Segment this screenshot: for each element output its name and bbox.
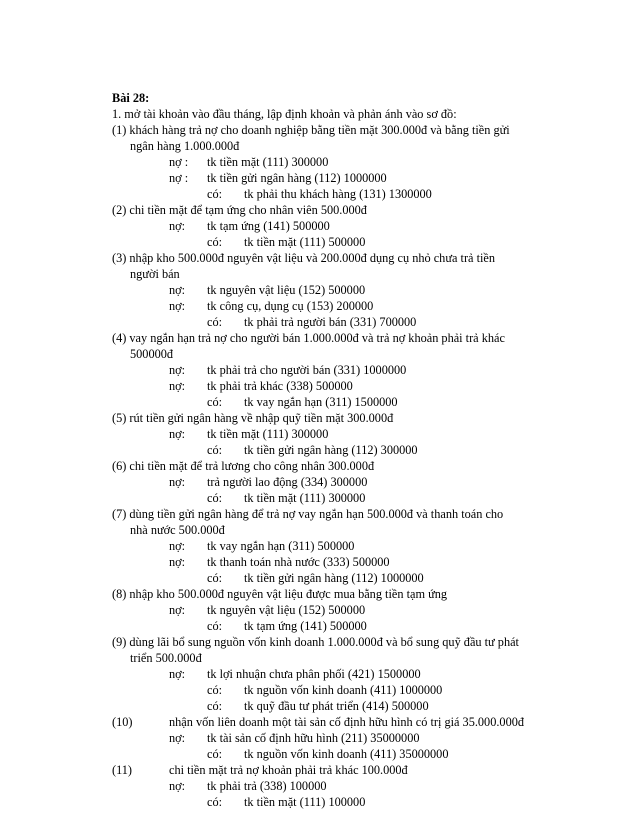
- credit-account: tk tiền gửi ngân hàng (112) 1000000: [244, 571, 424, 585]
- transaction-4: [112, 330, 552, 410]
- transaction-3: [112, 250, 552, 330]
- transaction-description-row: [112, 714, 552, 730]
- debit-label: nợ :: [169, 155, 189, 169]
- credit-label: có:: [207, 571, 223, 585]
- debit-label: nợ:: [169, 731, 186, 745]
- debit-entry: [112, 426, 552, 442]
- transaction-number: (10): [112, 715, 133, 729]
- credit-label: có:: [207, 683, 223, 697]
- transaction-description-cont: nhà nước 500.000đ: [130, 523, 225, 537]
- credit-label: có:: [207, 395, 223, 409]
- credit-entry: [112, 746, 552, 762]
- transaction-8: [112, 586, 552, 634]
- debit-account: tk tiền mặt (111) 300000: [207, 155, 329, 169]
- debit-entry: [112, 282, 552, 298]
- transaction-7: [112, 506, 552, 586]
- transaction-description-cont: ngân hàng 1.000.000đ: [130, 139, 240, 153]
- debit-account: tk nguyên vật liệu (152) 500000: [207, 603, 366, 617]
- credit-entry: [112, 570, 552, 586]
- transaction-2: [112, 202, 552, 250]
- debit-account: tk vay ngắn hạn (311) 500000: [207, 539, 355, 553]
- credit-label: có:: [207, 699, 223, 713]
- transaction-description: (9) dùng lãi bổ sung nguồn vốn kinh doanh 1.000.000đ và bổ sung quỹ đầu tư phát: [112, 635, 519, 649]
- credit-account: tk tiền gửi ngân hàng (112) 300000: [244, 443, 418, 457]
- debit-entry: [112, 218, 552, 234]
- credit-account: tk nguồn vốn kinh doanh (411) 35000000: [244, 747, 449, 761]
- debit-account: tk tài sản cố định hữu hình (211) 35000000: [207, 731, 420, 745]
- debit-label: nợ :: [169, 171, 189, 185]
- credit-account: tk tạm ứng (141) 500000: [244, 619, 367, 633]
- debit-label: nợ:: [169, 555, 186, 569]
- debit-label: nợ:: [169, 283, 186, 297]
- transaction-11: [112, 762, 552, 810]
- transaction-description: (5) rút tiền gửi ngân hàng về nhập quỹ tiền mặt 300.000đ: [112, 411, 394, 425]
- credit-entry: [112, 442, 552, 458]
- debit-entry: [112, 666, 552, 682]
- credit-entry: [112, 234, 552, 250]
- credit-entry: [112, 682, 552, 698]
- credit-label: có:: [207, 315, 223, 329]
- transaction-description-row: [112, 762, 552, 778]
- credit-account: tk tiền mặt (111) 100000: [244, 795, 366, 809]
- transaction-description: (2) chi tiền mặt để tạm ứng cho nhân viên 500.000đ: [112, 203, 367, 217]
- credit-entry: [112, 618, 552, 634]
- debit-entry: [112, 778, 552, 794]
- debit-entry: [112, 170, 552, 186]
- transaction-description: (3) nhập kho 500.000đ nguyên vật liệu và 200.000đ dụng cụ nhỏ chưa trả tiền: [112, 251, 496, 265]
- debit-label: nợ:: [169, 379, 186, 393]
- transaction-description: (1) khách hàng trả nợ cho doanh nghiệp bằng tiền mặt 300.000đ và bằng tiền gửi: [112, 123, 510, 137]
- credit-entry: [112, 698, 552, 714]
- debit-account: tk nguyên vật liệu (152) 500000: [207, 283, 366, 297]
- credit-account: tk phải thu khách hàng (131) 1300000: [244, 187, 432, 201]
- debit-entry: [112, 554, 552, 570]
- debit-account: trả người lao động (334) 300000: [207, 475, 368, 489]
- transaction-description-cont: triển 500.000đ: [130, 651, 202, 665]
- debit-account: tk phải trả cho người bán (331) 1000000: [207, 363, 407, 377]
- debit-entry: [112, 154, 552, 170]
- debit-label: nợ:: [169, 299, 186, 313]
- credit-label: có:: [207, 619, 223, 633]
- debit-account: tk phải trả khác (338) 500000: [207, 379, 353, 393]
- credit-label: có:: [207, 235, 223, 249]
- credit-label: có:: [207, 795, 223, 809]
- exercise-title: Bài 28:: [112, 91, 150, 105]
- debit-label: nợ:: [169, 219, 186, 233]
- credit-label: có:: [207, 187, 223, 201]
- debit-label: nợ:: [169, 779, 186, 793]
- credit-entry: [112, 314, 552, 330]
- exercise-intro: 1. mở tài khoản vào đầu tháng, lập định khoản và phản ánh vào sơ đồ:: [112, 107, 457, 121]
- debit-entry: [112, 730, 552, 746]
- transaction-description: nhận vốn liên doanh một tài sản cố định hữu hình có trị giá 35.000.000đ: [169, 715, 525, 729]
- debit-account: tk tiền mặt (111) 300000: [207, 427, 329, 441]
- debit-entry: [112, 362, 552, 378]
- transaction-5: [112, 410, 552, 458]
- transaction-10: [112, 714, 552, 762]
- transaction-description-cont: 500000đ: [130, 347, 174, 361]
- debit-label: nợ:: [169, 603, 186, 617]
- credit-entry: [112, 794, 552, 810]
- credit-account: tk tiền mặt (111) 300000: [244, 491, 366, 505]
- debit-entry: [112, 378, 552, 394]
- credit-account: tk vay ngắn hạn (311) 1500000: [244, 395, 398, 409]
- transaction-9: [112, 634, 552, 714]
- debit-label: nợ:: [169, 667, 186, 681]
- debit-entry: [112, 602, 552, 618]
- debit-entry: [112, 538, 552, 554]
- debit-label: nợ:: [169, 427, 186, 441]
- transaction-number: (11): [112, 763, 133, 777]
- debit-account: tk tạm ứng (141) 500000: [207, 219, 330, 233]
- credit-account: tk tiền mặt (111) 500000: [244, 235, 366, 249]
- debit-label: nợ:: [169, 475, 186, 489]
- transaction-description: (6) chi tiền mặt để trả lương cho công nhân 300.000đ: [112, 459, 375, 473]
- debit-label: nợ:: [169, 539, 186, 553]
- transaction-description: (4) vay ngắn hạn trả nợ cho người bán 1.000.000đ và trả nợ khoản phải trả khác: [112, 331, 505, 345]
- credit-label: có:: [207, 747, 223, 761]
- credit-account: tk phải trả người bán (331) 700000: [244, 315, 417, 329]
- credit-entry: [112, 186, 552, 202]
- debit-account: tk phải trả (338) 100000: [207, 779, 327, 793]
- credit-account: tk nguồn vốn kinh doanh (411) 1000000: [244, 683, 443, 697]
- debit-label: nợ:: [169, 363, 186, 377]
- debit-entry: [112, 298, 552, 314]
- debit-entry: [112, 474, 552, 490]
- transaction-description: chi tiền mặt trả nợ khoản phải trả khác 100.000đ: [169, 763, 408, 777]
- credit-label: có:: [207, 443, 223, 457]
- transaction-6: [112, 458, 552, 506]
- debit-account: tk tiền gửi ngân hàng (112) 1000000: [207, 171, 387, 185]
- debit-account: tk công cụ, dụng cụ (153) 200000: [207, 299, 374, 313]
- credit-entry: [112, 490, 552, 506]
- transaction-description-cont: người bán: [130, 267, 180, 281]
- credit-entry: [112, 394, 552, 410]
- credit-account: tk quỹ đầu tư phát triển (414) 500000: [244, 699, 429, 713]
- debit-account: tk thanh toán nhà nước (333) 500000: [207, 555, 390, 569]
- document-page: [112, 90, 552, 810]
- transaction-description: (7) dùng tiền gửi ngân hàng để trả nợ vay ngắn hạn 500.000đ và thanh toán cho: [112, 507, 504, 521]
- transaction-description: (8) nhập kho 500.000đ nguyên vật liệu được mua bằng tiền tạm ứng: [112, 587, 448, 601]
- transaction-1: [112, 122, 552, 202]
- debit-account: tk lợi nhuận chưa phân phối (421) 1500000: [207, 667, 421, 681]
- credit-label: có:: [207, 491, 223, 505]
